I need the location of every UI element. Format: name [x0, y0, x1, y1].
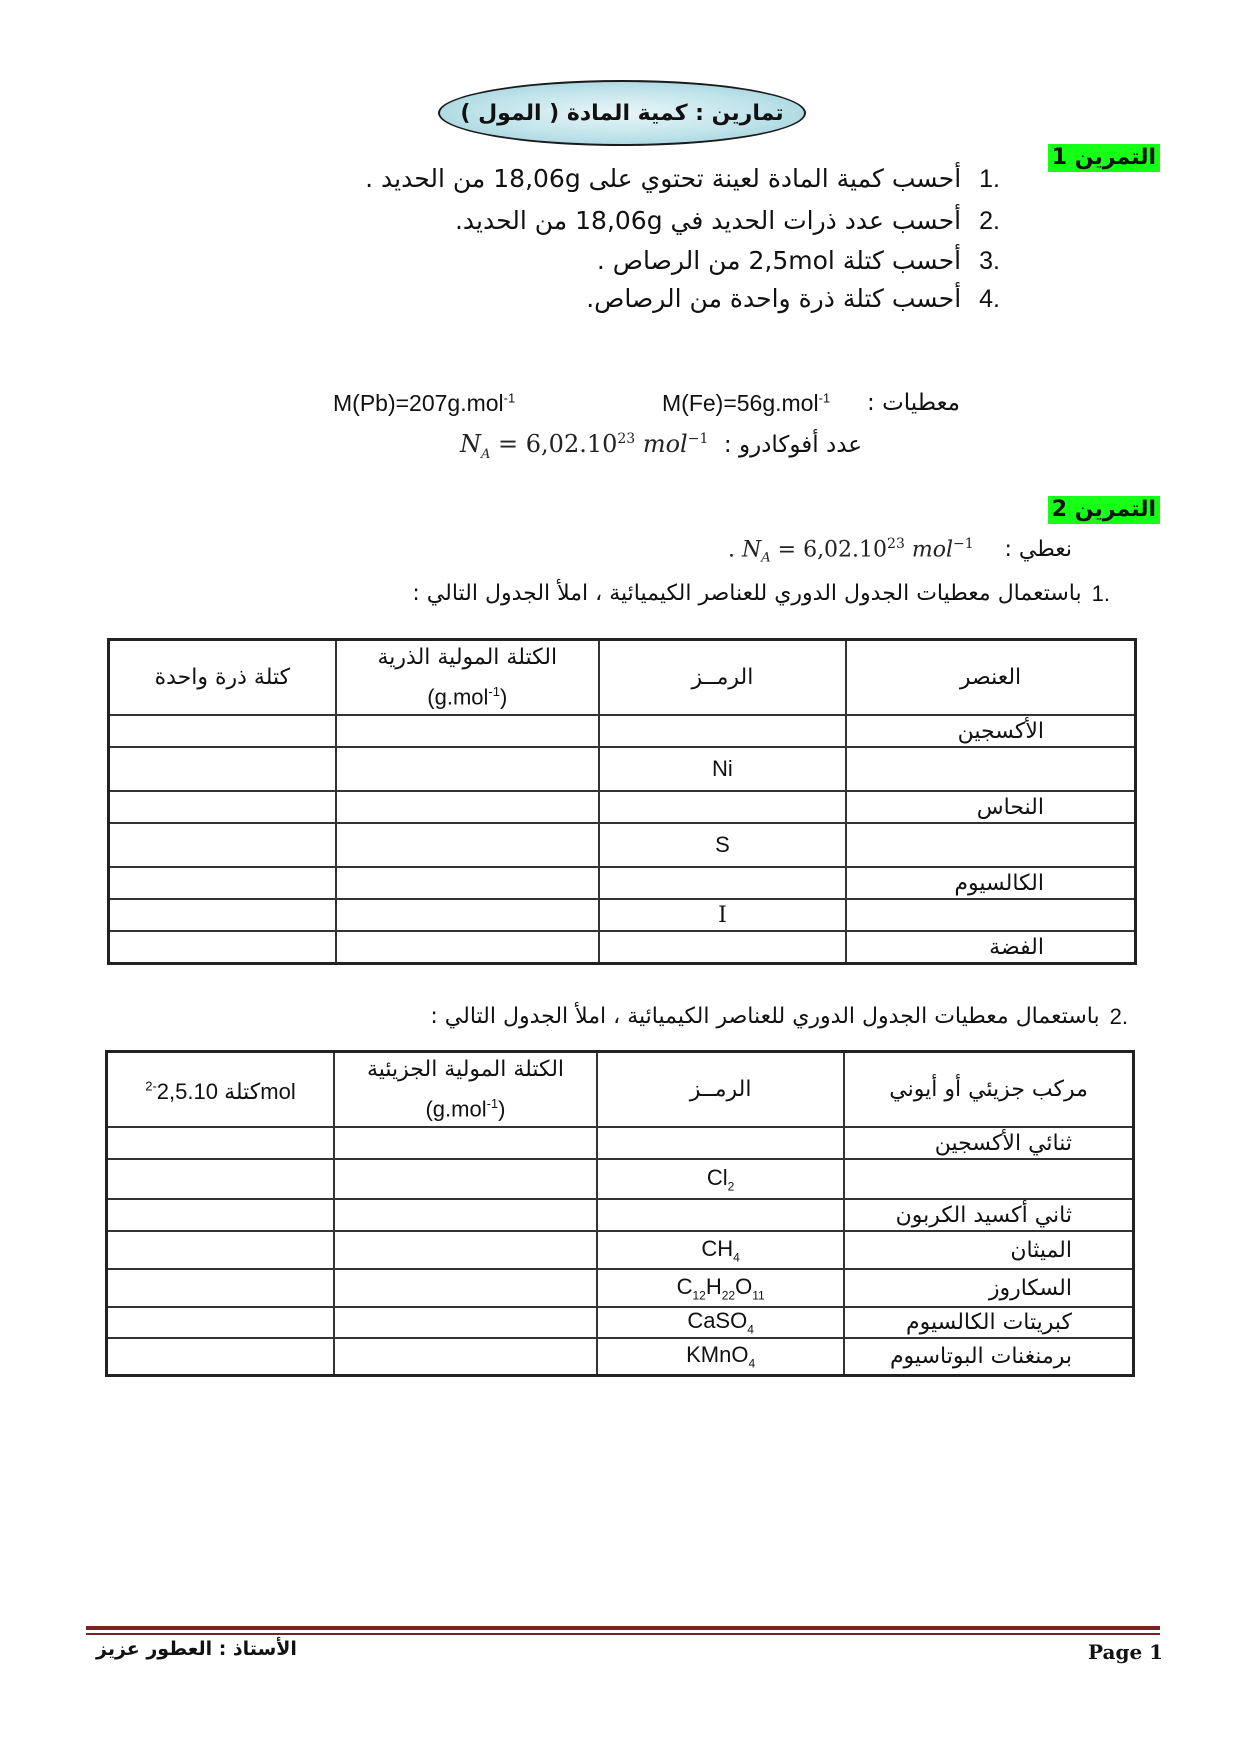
answer-cell[interactable]	[107, 1338, 334, 1376]
compound-name: كبريتات الكالسيوم	[844, 1307, 1133, 1337]
question-text: أحسب كتلة 2,5mol من الرصاص .	[596, 246, 962, 275]
formula-subscript: 22	[721, 1288, 736, 1303]
formula-subscript: 4	[733, 1250, 740, 1265]
compound-name: السكاروز	[844, 1269, 1133, 1307]
element-name: النحاس	[846, 791, 1135, 823]
answer-cell[interactable]	[334, 1127, 597, 1159]
na-symbol: N	[460, 430, 481, 458]
header-symbol: الرمــز	[597, 1052, 844, 1128]
givens-label: معطيات :	[867, 390, 960, 416]
element-symbol: Ni	[599, 747, 846, 791]
header-unit	[347, 675, 588, 714]
answer-cell[interactable]	[107, 1269, 334, 1307]
table-header-row	[109, 640, 1136, 716]
element-symbol	[599, 791, 846, 823]
compounds-table	[105, 1050, 1135, 1377]
answer-cell[interactable]	[107, 1231, 334, 1269]
mass-unit: mol	[260, 1078, 296, 1104]
na-unit-exponent: −1	[953, 536, 974, 552]
header-symbol: الرمــز	[599, 640, 846, 716]
page-title	[438, 80, 806, 146]
formula-subscript: 4	[747, 1322, 754, 1337]
exercise-1-question-1	[365, 162, 1000, 196]
na-exponent: 23	[887, 536, 905, 552]
answer-cell[interactable]	[334, 1231, 597, 1269]
molar-mass-fe	[662, 390, 830, 417]
formula-text: CaSO	[687, 1308, 748, 1334]
formula-subscript: 2	[727, 1179, 735, 1194]
formula-text: H	[705, 1274, 722, 1300]
header-element: العنصر	[846, 640, 1135, 716]
element-symbol	[599, 931, 846, 963]
compound-formula	[597, 1269, 844, 1307]
answer-cell[interactable]	[109, 823, 336, 867]
compound-name: ثنائي الأكسجين	[844, 1127, 1133, 1159]
molar-mass-pb-text: M(Pb)=207g.mol	[333, 390, 504, 416]
question-number: .3	[979, 247, 1000, 275]
exponent: -1	[488, 684, 500, 699]
answer-cell[interactable]	[336, 715, 599, 747]
table-row	[109, 747, 1136, 791]
element-name: الكالسيوم	[846, 867, 1135, 899]
na-unit: mol	[642, 430, 688, 458]
na-value: = 6,02.10	[777, 537, 888, 563]
table-row	[107, 1199, 1134, 1231]
na-symbol: N	[742, 537, 762, 563]
answer-cell[interactable]	[109, 747, 336, 791]
question-text: أحسب كتلة ذرة واحدة من الرصاص.	[586, 284, 962, 313]
molar-mass-fe-text: M(Fe)=56g.mol	[662, 390, 819, 416]
table-header-row	[107, 1052, 1134, 1128]
compounds-table-body	[107, 1127, 1134, 1375]
answer-cell[interactable]	[109, 867, 336, 899]
compound-name: برمنغنات البوتاسيوم	[844, 1338, 1133, 1376]
na-unit-exponent: −1	[687, 431, 709, 447]
answer-cell[interactable]	[107, 1199, 334, 1231]
answer-cell[interactable]	[109, 715, 336, 747]
exercise-2-question-1	[412, 577, 1110, 611]
element-name	[846, 899, 1135, 931]
table-row	[107, 1127, 1134, 1159]
table-row	[109, 791, 1136, 823]
header-molar-mass	[336, 640, 599, 716]
element-name: الفضة	[846, 931, 1135, 963]
table-row	[109, 931, 1136, 963]
unit-text: (g.mol	[427, 684, 489, 710]
answer-cell[interactable]	[336, 823, 599, 867]
formula-subscript: 4	[748, 1356, 756, 1371]
header-molar-mass	[334, 1052, 597, 1128]
answer-cell[interactable]	[109, 791, 336, 823]
answer-cell[interactable]	[334, 1199, 597, 1231]
answer-cell[interactable]	[107, 1159, 334, 1199]
question-number: .2	[979, 207, 1000, 235]
answer-cell[interactable]	[336, 931, 599, 963]
compound-name: ثاني أكسيد الكربون	[844, 1199, 1133, 1231]
table-row	[109, 823, 1136, 867]
formula-subscript: 11	[752, 1288, 765, 1303]
header-compound: مركب جزيئي أو أيوني	[844, 1052, 1133, 1128]
question-number: .4	[979, 285, 1000, 313]
mass-value: كتلة 2,5.10	[156, 1078, 261, 1104]
answer-cell[interactable]	[336, 747, 599, 791]
table-row	[107, 1338, 1134, 1376]
element-name	[846, 747, 1135, 791]
table-row	[107, 1307, 1134, 1337]
avogadro-formula	[460, 430, 708, 462]
avogadro-label: عدد أفوكادرو :	[723, 432, 862, 458]
answer-cell[interactable]	[109, 931, 336, 963]
question-number: .1	[979, 165, 1000, 193]
header-unit	[345, 1087, 586, 1126]
na-unit: mol	[911, 537, 954, 563]
given-label: نعطي :	[1004, 537, 1072, 562]
compound-formula	[597, 1231, 844, 1269]
answer-cell[interactable]	[334, 1159, 597, 1199]
element-symbol	[599, 867, 846, 899]
answer-cell[interactable]	[336, 867, 599, 899]
header-molar-mass-text: الكتلة المولية الجزيئية	[366, 1057, 565, 1082]
formula-text: CH	[701, 1236, 734, 1262]
compound-formula	[597, 1199, 844, 1231]
footer-divider	[86, 1626, 1160, 1630]
compound-formula	[597, 1338, 844, 1376]
answer-cell[interactable]	[109, 899, 336, 931]
element-name	[846, 823, 1135, 867]
compound-formula	[597, 1127, 844, 1159]
avogadro-formula-2: . $N_A = 6,02.10^{23}$ mol$^{-1}$	[728, 536, 974, 566]
question-text: أحسب كمية المادة لعينة تحتوي على 18,06g من الحديد .	[365, 164, 962, 193]
question-text: أحسب عدد ذرات الحديد في 18,06g من الحديد.	[454, 206, 962, 235]
answer-cell[interactable]	[334, 1269, 597, 1307]
na-exponent: 23	[617, 431, 636, 447]
exercise-1-question-4	[586, 282, 1000, 316]
formula-text: Cl	[706, 1165, 728, 1191]
exponent: -1	[503, 390, 516, 406]
element-symbol: S	[599, 823, 846, 867]
compound-name	[844, 1159, 1133, 1199]
element-name: الأكسجين	[846, 715, 1135, 747]
compound-name: الميثان	[844, 1231, 1133, 1269]
element-symbol: I	[599, 899, 846, 931]
table-row	[109, 715, 1136, 747]
question-text: باستعمال معطيات الجدول الدوري للعناصر الكيميائية ، املأ الجدول التالي :	[412, 581, 1082, 606]
header-atom-mass: كتلة ذرة واحدة	[109, 640, 336, 716]
na-value: = 6,02.10	[498, 430, 618, 458]
answer-cell[interactable]	[107, 1307, 334, 1337]
page-number: Page 1	[1088, 1640, 1164, 1664]
exercise-2-label: التمرين 2	[1048, 496, 1160, 524]
question-number: .1	[1091, 581, 1110, 606]
na-subscript: A	[481, 446, 491, 462]
unit-close: )	[499, 684, 508, 710]
answer-cell[interactable]	[334, 1307, 597, 1337]
table-row	[109, 867, 1136, 899]
answer-cell[interactable]	[334, 1338, 597, 1376]
header-mass	[107, 1052, 334, 1128]
exercise-1-question-3	[597, 244, 1000, 278]
unit-text: (g.mol	[425, 1096, 487, 1122]
na-subscript: A	[761, 550, 771, 566]
molar-mass-pb	[333, 390, 515, 417]
footer-divider-thin	[86, 1633, 1160, 1635]
question-text: باستعمال معطيات الجدول الدوري للعناصر الكيميائية ، املأ الجدول التالي :	[430, 1004, 1100, 1029]
table-row	[109, 899, 1136, 931]
table-row	[107, 1231, 1134, 1269]
formula-text: C	[676, 1274, 693, 1300]
compound-formula	[597, 1307, 844, 1337]
exercise-2-question-2	[430, 1000, 1128, 1034]
formula-text: O	[735, 1274, 753, 1300]
answer-cell[interactable]	[336, 791, 599, 823]
mass-exponent: -2	[145, 1078, 157, 1094]
exponent: -1	[486, 1096, 499, 1111]
exercise-1-label: التمرين 1	[1048, 144, 1160, 172]
table-row	[107, 1269, 1134, 1307]
elements-table	[107, 638, 1137, 965]
formula-subscript: 12	[692, 1288, 706, 1303]
header-mass-text	[145, 1079, 296, 1104]
unit-close: )	[498, 1096, 506, 1122]
exponent: -1	[818, 390, 831, 406]
table-row	[107, 1159, 1134, 1199]
question-number: .2	[1109, 1004, 1128, 1029]
compound-formula	[597, 1159, 844, 1199]
author-name: الأستاذ : العطور عزيز	[96, 1638, 297, 1660]
answer-cell[interactable]	[336, 899, 599, 931]
exercise-1-question-2	[455, 204, 1000, 238]
element-symbol	[599, 715, 846, 747]
formula-text: KMnO	[686, 1342, 749, 1368]
answer-cell[interactable]	[107, 1127, 334, 1159]
page-title-text: تمارين : كمية المادة ( المول )	[460, 100, 784, 126]
header-molar-mass-text: الكتلة المولية الذرية	[377, 645, 558, 670]
